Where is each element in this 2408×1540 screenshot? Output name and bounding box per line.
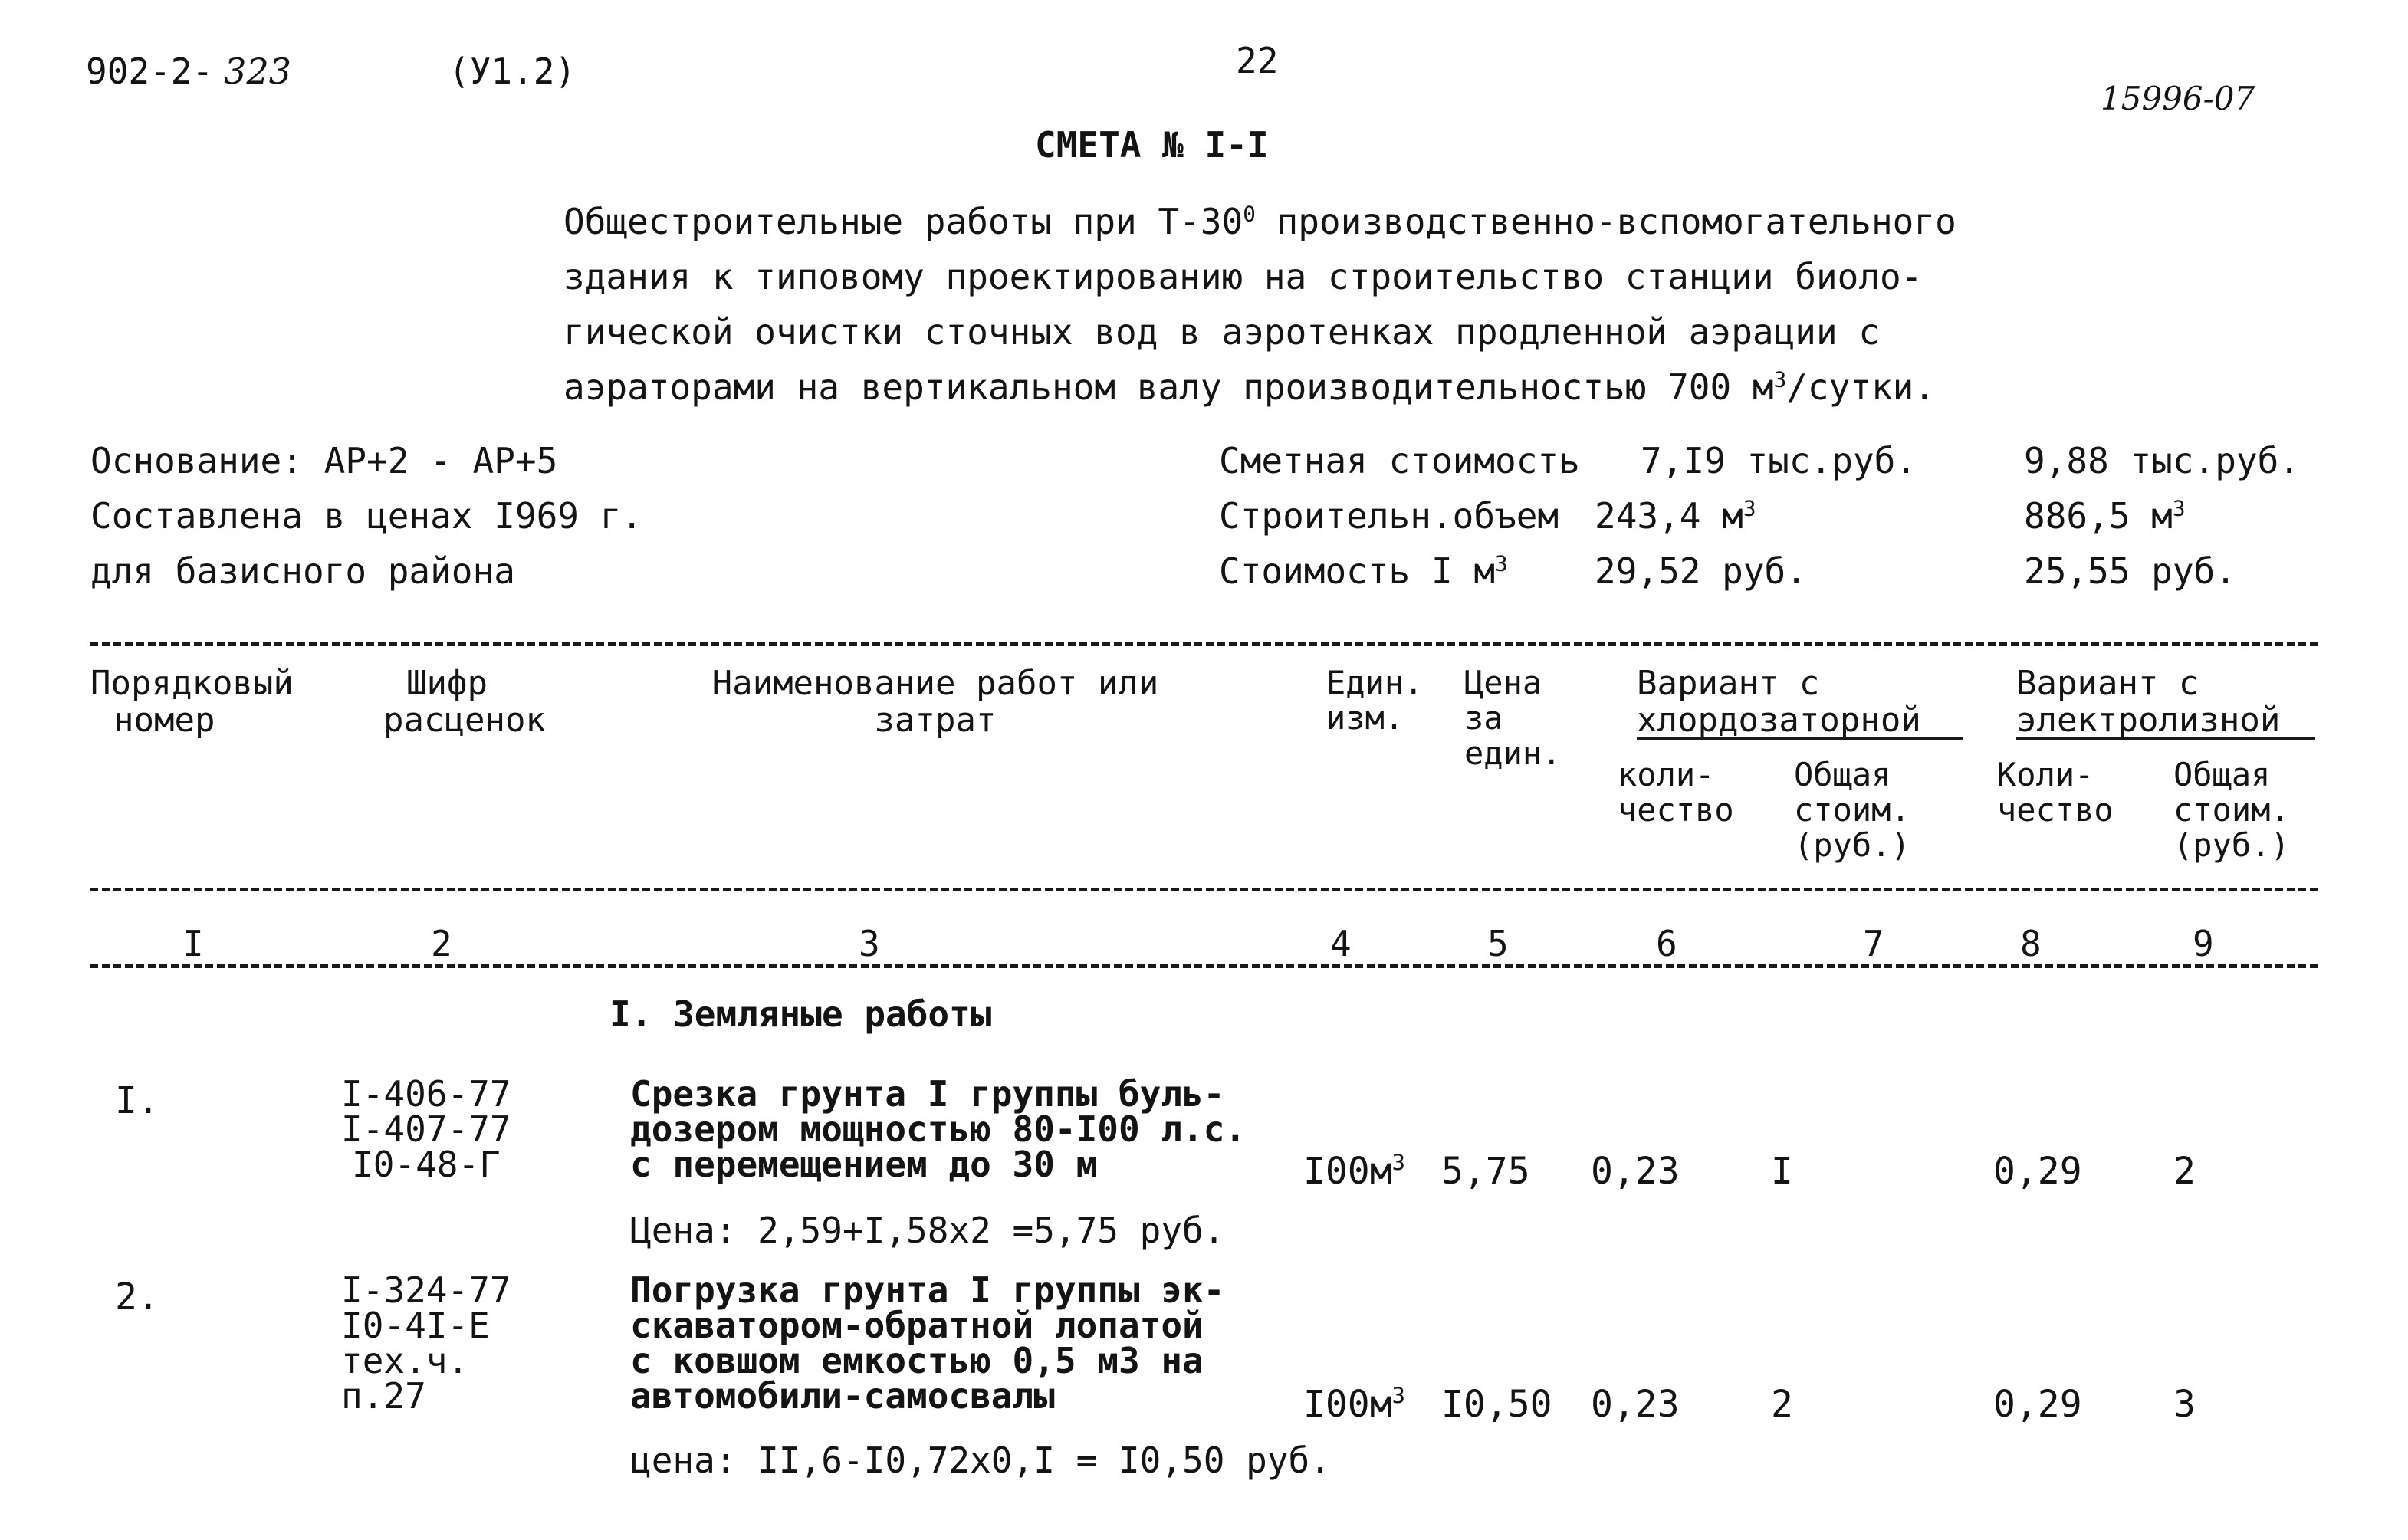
estimated-cost-variant-2: 9,88 тыс.руб. — [2024, 440, 2301, 481]
unit-cost-label: Стоимость I $м^3$ — [1219, 550, 1508, 592]
row-2-cost-2: 3 — [2173, 1383, 2196, 1426]
row-1-unit: $I00м^3$ — [1303, 1149, 1405, 1193]
row-2-unit: $I00м^3$ — [1303, 1382, 1405, 1426]
header-quantity-variant-2: Коли- чество — [1997, 756, 2114, 829]
unit-cost-variant-1: 29,52 руб. — [1595, 550, 1807, 592]
row-1-cost-2: 2 — [2173, 1150, 2196, 1193]
header-quantity-variant-1: коли- чество — [1618, 756, 1734, 829]
description-line-4: аэраторами на вертикальном валу производительностью 700 $м^3$/сутки. — [563, 366, 1936, 408]
description-line-3: гической очистки сточных вод в аэротенках продленной аэрации с — [563, 311, 1881, 353]
document-code-typed: 902-2- — [86, 51, 214, 92]
row-1-cost-1: I — [1771, 1150, 1793, 1193]
basis-line-1: Основание: АР+2 - АР+5 — [90, 440, 558, 481]
header-unit-price: Цена за един. — [1464, 664, 1562, 773]
description-line-1: Общестроительные работы при $Т-30^0$ производственно-вспомогательного — [563, 201, 1956, 242]
column-number-2: 2 — [431, 923, 452, 964]
column-number-3: 3 — [859, 923, 880, 964]
column-numbers-rule — [90, 964, 2318, 968]
column-number-4: 4 — [1330, 923, 1352, 964]
basis-line-2: Составлена в ценах I969 г. — [90, 495, 643, 537]
section-title: I. Земляные работы — [609, 993, 992, 1035]
header-work-name: Наименование работ или затрат — [711, 664, 1159, 740]
document-code — [86, 51, 291, 92]
document-title: СМЕТА № I-I — [1035, 124, 1269, 166]
column-number-9: 9 — [2193, 923, 2214, 964]
column-number-5: 5 — [1487, 923, 1509, 964]
estimated-cost-variant-1: 7,I9 тыс.руб. — [1641, 440, 1917, 481]
row-1-name: Срезка грунта I группы буль- дозером мощностью 80-I00 л.с. с перемещением до 30 м — [630, 1073, 1247, 1185]
row-2-cost-1: 2 — [1771, 1383, 1793, 1426]
row-2-unit-price: I0,50 — [1441, 1383, 1552, 1426]
header-unit: Един. изм. — [1326, 664, 1424, 737]
column-number-1: I — [182, 923, 204, 964]
column-number-8: 8 — [2020, 923, 2042, 964]
description-line-2: здания к типовому проектированию на строительство станции биоло- — [563, 256, 1923, 297]
building-volume-label: Строительн.объем — [1219, 495, 1559, 537]
row-2-number: 2. — [115, 1276, 159, 1318]
row-1-unit-price: 5,75 — [1441, 1150, 1530, 1193]
row-2-price-note: цена: II,6-I0,72х0,I = I0,50 руб. — [630, 1440, 1331, 1481]
row-1-codes: I-406-77 I-407-77 I0-48-Г — [341, 1073, 511, 1185]
basis-line-3: для базисного района — [90, 550, 515, 592]
header-total-cost-variant-2: Общая стоим. (руб.) — [2173, 756, 2290, 865]
unit-cost-variant-2: 25,55 руб. — [2024, 550, 2236, 592]
building-volume-variant-1: 243,4 $м^3$ — [1595, 495, 1756, 537]
header-variant-electrolyzer: Вариант с электролизной — [2016, 664, 2281, 740]
header-variant-chlorinator: Вариант с хлордозаторной — [1637, 664, 1921, 740]
row-1-number: I. — [115, 1079, 159, 1122]
row-1-price-note: Цена: 2,59+I,58х2 =5,75 руб. — [630, 1210, 1225, 1251]
page-number: 22 — [1236, 40, 1279, 81]
header-total-cost-variant-1: Общая стоим. (руб.) — [1794, 756, 1910, 865]
document-code-handwritten: 323 — [224, 51, 291, 92]
header-ordinal-number: Порядковый номер — [90, 664, 294, 740]
row-2-quantity-2: 0,29 — [1993, 1383, 2082, 1426]
table-top-rule — [90, 642, 2318, 646]
row-1-quantity-1: 0,23 — [1591, 1150, 1680, 1193]
row-2-codes: I-324-77 I0-4I-Е тех.ч. п.27 — [341, 1269, 511, 1417]
archive-number: 15996-07 — [2101, 80, 2255, 117]
variant-chlorinator-underline — [1637, 737, 1963, 740]
row-2-name: Погрузка грунта I группы эк- скаватором-обратной лопатой с ковшом емкостью 0,5 м3 на автомобили-самосвалы — [630, 1269, 1225, 1417]
table-header-rule — [90, 888, 2318, 891]
header-rate-code: Шифр расценок — [383, 664, 546, 740]
variant-electrolyzer-underline — [2016, 737, 2315, 740]
row-1-quantity-2: 0,29 — [1993, 1150, 2082, 1193]
column-number-6: 6 — [1656, 923, 1677, 964]
column-number-7: 7 — [1863, 923, 1884, 964]
album-number: (У1.2) — [448, 51, 577, 92]
estimated-cost-label: Сметная стоимость — [1219, 440, 1580, 481]
building-volume-variant-2: 886,5 $м^3$ — [2024, 495, 2186, 537]
row-2-quantity-1: 0,23 — [1591, 1383, 1680, 1426]
